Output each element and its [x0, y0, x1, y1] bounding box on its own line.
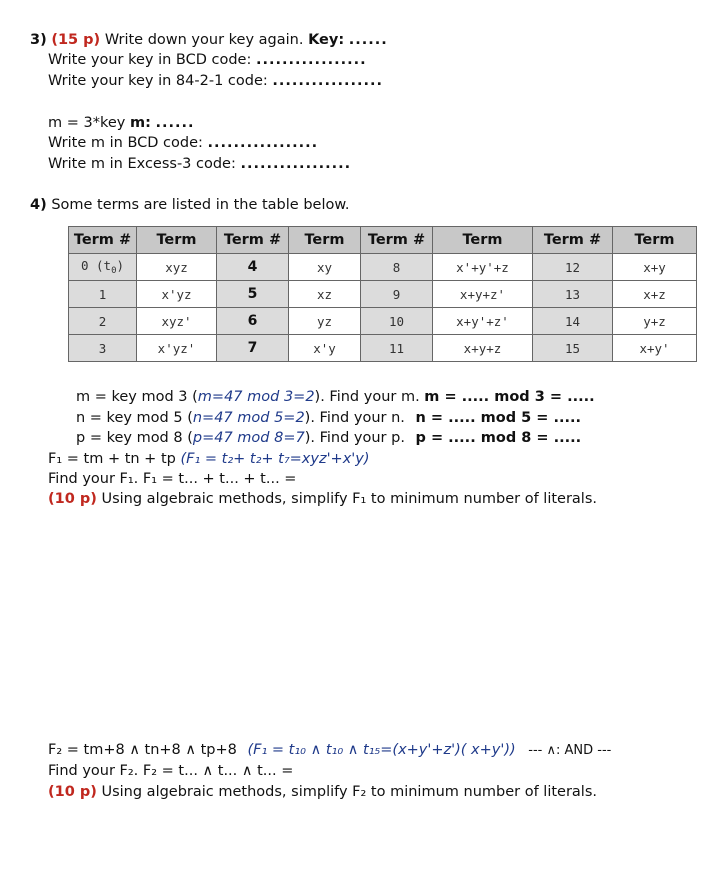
- p-line: [76, 429, 581, 447]
- q3-8421-text: Write your key in 84-2-1 code:: [48, 73, 268, 89]
- n-line-b: ). Find your n.: [304, 410, 405, 426]
- table-cell: xyz: [137, 254, 217, 281]
- q3-line6: [48, 155, 351, 173]
- q3-m-ex3-text: Write m in Excess-3 code:: [48, 156, 236, 172]
- n-line-answer: n = ..... mod 5 = .....: [415, 410, 582, 426]
- f1-task-line: [48, 490, 597, 508]
- f2-find-line: [48, 762, 293, 780]
- q4-intro-line: [30, 196, 349, 214]
- f1-definition: F₁ = tm + tn + tp: [48, 451, 176, 467]
- q4-intro: Some terms are listed in the table below.: [51, 197, 350, 213]
- q3-line1-text: Write down your key again.: [104, 32, 304, 48]
- table-cell: 0 $(t_0)$: [69, 254, 137, 281]
- table-cell: x'yz: [137, 281, 217, 308]
- p-line-b: ). Find your p.: [304, 430, 405, 446]
- q3-bcd-blank: .................: [255, 52, 367, 68]
- table-cell: 2: [69, 308, 137, 335]
- m-line-b: ). Find your m.: [314, 389, 420, 405]
- p-line-example: p=47 mod 8=7: [192, 430, 305, 446]
- m-line-answer: m = ..... mod 3 = .....: [424, 389, 595, 405]
- p-line-a: p = key mod 8 (: [76, 430, 193, 446]
- table-header: Term: [613, 227, 697, 254]
- table-header: Term #: [533, 227, 613, 254]
- table-cell: 1: [69, 281, 137, 308]
- f1-def-line: [48, 450, 370, 468]
- table-cell: 9: [361, 281, 433, 308]
- q3-8421-blank: .................: [272, 73, 384, 89]
- table-cell: x+z: [613, 281, 697, 308]
- table-cell: 7: [217, 335, 289, 362]
- n-line: [76, 409, 581, 427]
- table-row: [69, 308, 697, 335]
- table-cell: x'+y'+z: [433, 254, 533, 281]
- table-cell: x+y+z': [433, 281, 533, 308]
- table-cell: 4: [217, 254, 289, 281]
- table-cell: xyz': [137, 308, 217, 335]
- q3-bcd-text: Write your key in BCD code:: [48, 52, 252, 68]
- f2-note: --- ∧: AND ---: [528, 743, 612, 758]
- f2-find: Find your F₂. F₂ = t... ∧ t... ∧ t... =: [48, 763, 294, 779]
- table-header: Term: [137, 227, 217, 254]
- table-cell: 11: [361, 335, 433, 362]
- f2-task: Using algebraic methods, simplify F₂ to minimum number of literals.: [101, 784, 597, 800]
- q3-number: 3): [30, 32, 47, 48]
- q3-key-label: Key:: [308, 32, 345, 48]
- table-cell: 10: [361, 308, 433, 335]
- table-header-row: [69, 227, 697, 254]
- q3-key-blank: ......: [348, 32, 388, 48]
- table-header: Term: [433, 227, 533, 254]
- table-header: Term: [289, 227, 361, 254]
- table-row: [69, 281, 697, 308]
- n-line-a: n = key mod 5 (: [76, 410, 193, 426]
- q3-m-label: m:: [129, 115, 151, 131]
- p-line-answer: p = ..... mod 8 = .....: [415, 430, 582, 446]
- f2-points: (10 p): [48, 784, 97, 800]
- table-cell: 14: [533, 308, 613, 335]
- q3-m-bcd-blank: .................: [207, 135, 319, 151]
- table-header: Term #: [217, 227, 289, 254]
- table-cell: xy: [289, 254, 361, 281]
- table-cell: x+y': [613, 335, 697, 362]
- q3-line4: [48, 114, 195, 132]
- n-line-example: n=47 mod 5=2: [192, 410, 305, 426]
- f2-task-line: [48, 783, 597, 801]
- table-cell: 6: [217, 308, 289, 335]
- q3-line2: [48, 51, 367, 69]
- q3-m-ex3-blank: .................: [240, 156, 352, 172]
- q3-line5: [48, 134, 318, 152]
- table-cell: x+y'+z': [433, 308, 533, 335]
- table-cell: 13: [533, 281, 613, 308]
- table-cell: yz: [289, 308, 361, 335]
- table-cell: y+z: [613, 308, 697, 335]
- table-cell: x+y: [613, 254, 697, 281]
- q3-line3: [48, 72, 383, 90]
- table-header: Term #: [69, 227, 137, 254]
- table-cell: 12: [533, 254, 613, 281]
- q3-m-text: m = 3*key: [48, 115, 126, 131]
- f1-points: (10 p): [48, 491, 97, 507]
- q4-number: 4): [30, 197, 47, 213]
- table-header: Term #: [361, 227, 433, 254]
- f1-find: Find your F₁. F₁ = t... + t... + t... =: [48, 471, 297, 487]
- f1-task: Using algebraic methods, simplify F₁ to minimum number of literals.: [101, 491, 597, 507]
- m-line-a: m = key mod 3 (: [76, 389, 198, 405]
- f2-definition: F₂ = tm+8 ∧ tn+8 ∧ tp+8: [48, 742, 237, 758]
- table-cell: 15: [533, 335, 613, 362]
- table-cell: 3: [69, 335, 137, 362]
- f1-find-line: [48, 470, 296, 488]
- terms-table: [68, 226, 697, 362]
- table-row: [69, 254, 697, 281]
- q3-line1: [30, 31, 388, 49]
- table-cell: xz: [289, 281, 361, 308]
- q3-m-blank: ......: [155, 115, 195, 131]
- table-cell: 5: [217, 281, 289, 308]
- f1-example: (F₁ = t₂+ t₂+ t₇=xyz'+x'y): [180, 451, 370, 467]
- m-line-example: m=47 mod 3=2: [197, 389, 315, 405]
- f2-example: (F₁ = t₁₀ ∧ t₁₀ ∧ t₁₅=(x+y'+z')( x+y')): [247, 742, 516, 758]
- table-row: [69, 335, 697, 362]
- table-cell: x+y+z: [433, 335, 533, 362]
- q3-m-bcd-text: Write m in BCD code:: [48, 135, 203, 151]
- table-cell: x'y: [289, 335, 361, 362]
- table-cell: x'yz': [137, 335, 217, 362]
- f2-def-line: [48, 741, 611, 760]
- q3-points: (15 p): [51, 32, 101, 48]
- table-cell: 8: [361, 254, 433, 281]
- m-line: [76, 388, 595, 406]
